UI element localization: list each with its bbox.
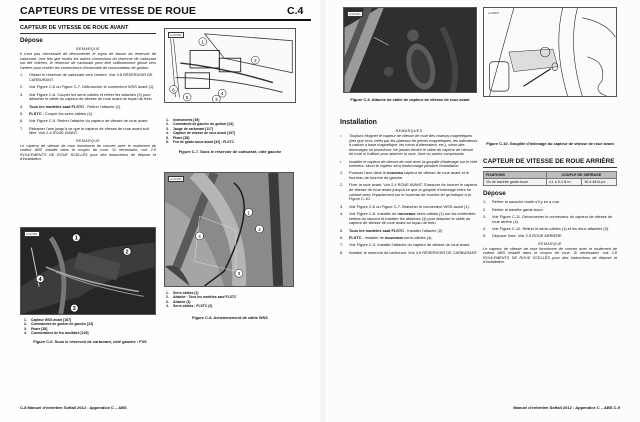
figure-tag: sm07291 <box>26 232 38 236</box>
legend-text: Commande de gauche du guidon [24] <box>173 122 234 127</box>
step-text <box>349 229 478 234</box>
legend-text: Commutateur de feu auxiliaire [109] <box>31 331 89 336</box>
step-text <box>29 119 156 124</box>
step-text-part: Voir Figure C-8. Couper les serre-câbles et retirer les attaches (3) pour détacher le câble du capteur de vitesse de roue avant du tuyau de frein. <box>29 91 153 102</box>
step-number: 3. <box>340 203 344 209</box>
step-text-part: Rétracter l'axe jusqu'à ce que le capteur de vitesse de roue avant soit libre. Voir 2.4 ROUE AVANT. <box>29 125 149 136</box>
step-text-part: Voir Figure C-6 ou Figure C-7. Brancher le connecteur WSS avant (1). <box>349 203 470 209</box>
figure-tag: sm06637 <box>488 11 500 15</box>
step-text-part: Voir Figure C-8. Installer de <box>349 211 398 217</box>
step-item <box>20 119 156 124</box>
torque-table <box>483 171 617 186</box>
step-item <box>483 234 617 239</box>
step-number: 2. <box>20 84 24 90</box>
footer-left: C-8 Manuel d'entretien Softail 2012 : Appendice C – ABS <box>20 405 127 410</box>
step-bold-text: Tous les modèles sauf FLSTC <box>29 103 85 109</box>
table-header: COUPLE DE SERRAGE <box>546 172 616 179</box>
step-text <box>29 127 156 136</box>
legend-number: 6. <box>166 140 169 145</box>
legend-number: 2. <box>166 295 169 300</box>
step-text-part: capteur de vitesse de roue avant et le fourreau de fourche de gauche. <box>349 170 469 181</box>
bullet-text: Installer le capteur de vitesse de roue avec la goupille d'indexage sur le côté extérieur, sinon le capteur sera endommagé pendant l'installation. <box>349 159 478 169</box>
installation-notes <box>340 134 478 169</box>
step-number: 4. <box>483 225 487 231</box>
legend-item <box>166 140 298 144</box>
step-text <box>492 227 617 232</box>
step-number: 7. <box>340 242 344 248</box>
figure-c8-legend <box>166 291 298 309</box>
notes-heading: REMARQUES <box>395 129 423 133</box>
step-item <box>20 105 156 110</box>
legend-number: 1. <box>166 118 169 122</box>
figure-c8-illustration <box>165 173 293 286</box>
table-cell: 36 à 48 lb-po <box>582 179 617 186</box>
figure-tag: sm07293 <box>170 177 182 181</box>
step-number: 7. <box>20 125 24 131</box>
step-text-part: : Installer l'attache (2). <box>404 227 444 233</box>
step-text <box>349 251 478 256</box>
figure-c10-illustration <box>484 8 616 96</box>
removal-steps <box>20 73 156 136</box>
step-text-part: Déposer l'axe. Voir 2.5 ROUE ARRIÈRE. <box>492 233 563 239</box>
step-text <box>29 93 156 102</box>
callout-2: 2 <box>253 59 257 65</box>
legend-text: Instruments [39] <box>173 118 200 122</box>
figure-c6-photo <box>20 227 156 315</box>
step-item <box>340 183 478 202</box>
step-text <box>492 200 617 205</box>
step-bold-text: Tous les modèles sauf FLSTC <box>349 227 405 233</box>
step-text <box>29 112 156 117</box>
legend-number: 2. <box>166 122 169 127</box>
legend-number: 1. <box>166 291 169 295</box>
figure-c10-caption: Figure C-10. Goupille d'indexage du capteur de vitesse de roue avant <box>486 141 614 146</box>
front-removal-column <box>20 25 156 165</box>
step-bold-text: FLSTC <box>349 235 362 241</box>
step-bold-text: FLSTC <box>29 110 42 116</box>
figure-c9-photo <box>343 7 477 93</box>
section-title-front: CAPTEUR DE VITESSE DE ROUE AVANT <box>20 25 156 34</box>
step-text-part: Retirer la bavette garde-boue. <box>492 206 544 212</box>
note-bullet <box>340 134 478 157</box>
figure-c7-illustration <box>165 29 295 102</box>
step-text <box>29 85 156 90</box>
legend-number: 4. <box>166 131 169 136</box>
footer-right: Manuel d'entretien Softail 2012 : Appendice C – ABS C-9 <box>513 405 620 410</box>
step-number: 1. <box>20 72 24 78</box>
callout-3: 3 <box>237 272 241 278</box>
figure-c10-drawing <box>483 7 617 97</box>
bullet-text: Toujours éloigner le capteur de vitesse de roue des champs magnétiques (tels que ceux créés par les plateaux de pièces magnétiques, les indicateurs à cadran à base magnétique, les rotors d'alternateur, etc.), sinon des dommages se produiront. Ne jamais tendre le câble du capteur de vitesse de roue ni l'utiliser pour attacher la roue, l'axe ou autres composants. <box>349 134 478 157</box>
step-text-part: Voir Figure C-12. Retirer le serre-câbles (1) et les deux attaches (3). <box>492 225 610 231</box>
legend-number: 5. <box>166 135 169 140</box>
step-number: 1. <box>483 199 487 205</box>
step-text <box>349 212 478 226</box>
header-rule <box>19 19 311 21</box>
callout-6: 6 <box>172 88 175 94</box>
callout-3: 3 <box>215 98 218 102</box>
callout-3: 3 <box>72 306 76 313</box>
legend-number: 3. <box>166 126 169 131</box>
legend-text: Commandes de guidon de gauche [24] <box>31 322 94 327</box>
step-text-part: Voir Figure C-9. Installer l'attache du capteur de vitesse de roue avant. <box>349 242 471 248</box>
step-number: 2. <box>340 182 344 188</box>
note-text: Le capteur de vitesse de roue fonctionne de concert avec le roulement de codeur ABS installé dans le moyeu de roue. Si nécessaire, voir 2.8 ROULEMENTS DE ROUE SCELLÉS pour des instructions de dépose et d'installation. <box>483 246 617 265</box>
note-heading: REMARQUE <box>76 47 100 51</box>
step-item <box>340 243 478 248</box>
step-text-part: Pousser l'axe dans le <box>349 170 387 176</box>
rear-removal-steps <box>483 200 617 239</box>
legend-text: Capteur WSS avant [167] <box>31 318 72 322</box>
figure-c6-legend <box>24 318 156 336</box>
note-bullet <box>340 160 478 169</box>
figure-c6-illustration <box>21 228 155 314</box>
step-text <box>492 208 617 213</box>
figure-c9-caption: Figure C-9. Attache de câble de capteur de vitesse de roue avant <box>350 97 470 102</box>
step-item <box>483 215 617 224</box>
step-bold-text: nouveaux <box>384 235 404 241</box>
section-title-rear: CAPTEUR DE VITESSE DE ROUE ARRIÈRE <box>483 158 617 168</box>
step-number: 6. <box>20 118 24 124</box>
note-heading: REMARQUE <box>538 241 562 246</box>
step-number: 5. <box>483 233 487 239</box>
step-number: 4. <box>20 103 24 109</box>
legend-number: 4. <box>166 304 169 309</box>
step-number: 8. <box>340 249 344 255</box>
bullet-icon: • <box>340 159 342 164</box>
step-text <box>492 215 617 224</box>
step-item <box>20 112 156 117</box>
figure-tag: sm07294 <box>349 12 361 16</box>
step-text-part: Fixer la roue avant. Voir 2.4 ROUE AVANT. S'assurer de tourner le capteur de vitesse de roue avant jusqu'à ce que la goupille d'indexage entre en contact avec l'épaulement sur le fourreau de fourche tel qu'indiqué à la Figure C-10. <box>349 182 478 202</box>
step-text-part: : Retirer l'attache (2). <box>84 103 122 109</box>
table-header: FIXATIONS <box>484 172 547 179</box>
step-text-part: : Couper les serre-câbles (4). <box>41 110 94 116</box>
removal-heading: Dépose <box>483 190 506 198</box>
step-bold-text: nouveau <box>386 170 403 176</box>
step-text-part: serre-câbles (1) sur les extrémités serties du raccord et installer les attaches (3) pour attacher le câble du capteur de vitesse de roue avant au tuyau de frein. <box>349 211 476 226</box>
legend-number: 2. <box>24 322 27 327</box>
step-bold-text: nouveaux <box>397 211 416 217</box>
note-text: Le capteur de vitesse de roue fonctionne de concert avec le roulement de codeur ABS installé dans le moyeu de roue. Si nécessaire, voir 2.8 ROULEMENTS DE ROUE SCELLÉS pour des instructions de dépose et d'installation. <box>20 143 156 162</box>
step-text <box>29 105 156 110</box>
step-item <box>340 229 478 234</box>
callout-1: 1 <box>247 211 251 217</box>
legend-number: 1. <box>24 318 27 322</box>
installation-steps <box>340 171 478 255</box>
figure-c7-legend <box>166 118 298 144</box>
figure-c8-photo <box>164 172 294 287</box>
step-item <box>483 208 617 213</box>
figure-c9-illustration <box>344 8 476 92</box>
step-text <box>349 171 478 180</box>
legend-number: 4. <box>24 331 27 336</box>
legend-text: Phare [38] <box>31 326 48 331</box>
step-text-part: Retirer la sacoche droite s'il y en a une. <box>492 199 560 205</box>
step-number: 1. <box>340 170 344 176</box>
step-number: 4. <box>340 211 344 217</box>
removal-heading: Dépose <box>20 37 43 44</box>
step-item <box>340 251 478 256</box>
step-item <box>340 212 478 226</box>
legend-item <box>24 331 156 335</box>
callout-1: 1 <box>74 235 78 242</box>
step-text-part: : Installer de <box>361 235 385 241</box>
step-text <box>349 183 478 202</box>
note-text: Il n'est pas nécessaire de déconnecter le tuyau de liaison du réservoir de carburant. Une fois que toutes les autres connexions du réservoir de carburant ont été retirées, le réservoir de carburant peut être suffisamment glissé vers l'arrière pour révéler les connecteurs d'ensemble de commutateur de guidon. <box>20 52 156 70</box>
page-gutter <box>318 0 328 422</box>
legend-text: Feu de garde-boue avant [32] : FLSTC <box>173 140 235 145</box>
legend-text: Phare [38] <box>173 135 190 140</box>
callout-4: 4 <box>198 234 201 240</box>
legend-text: Attache (3) <box>173 299 191 304</box>
table-cell: 4,1 à 5,4 N·m <box>546 179 582 186</box>
step-item <box>340 171 478 180</box>
step-number: 6. <box>340 235 344 241</box>
step-number: 2. <box>483 206 487 212</box>
legend-item <box>166 304 298 308</box>
callout-2: 2 <box>258 227 261 233</box>
step-number: 5. <box>340 227 344 233</box>
step-text <box>492 234 617 239</box>
front-installation-column <box>340 115 478 258</box>
legend-text: Attache : Tous les modèles sauf FLSTC <box>173 295 237 300</box>
installation-heading: Installation <box>340 119 377 126</box>
legend-text: Serre-câbles : FLSTC (2) <box>173 304 213 309</box>
bullet-icon: • <box>340 134 342 138</box>
figure-c6-caption: Figure C-6. Sous le réservoir de carburant, côté gauche : FXS <box>33 339 147 344</box>
step-text <box>29 73 156 82</box>
legend-number: 3. <box>166 299 169 304</box>
step-number: 3. <box>483 213 487 219</box>
step-item <box>20 85 156 90</box>
step-item <box>20 127 156 136</box>
rear-sensor-column <box>483 158 617 268</box>
step-number: 5. <box>20 110 24 116</box>
legend-number: 3. <box>24 326 27 331</box>
legend-text: Serre-câbles (2) <box>173 291 199 295</box>
step-item <box>340 236 478 241</box>
step-text-part: Voir Figure C-6 ou Figure C-7. Débrancher le connecteur WSS avant (1). <box>29 84 155 90</box>
legend-text: Jauge de carburant [117] <box>173 126 213 131</box>
figure-c7-drawing <box>164 28 296 103</box>
step-text <box>349 205 478 210</box>
step-text <box>349 236 478 241</box>
callout-4: 4 <box>38 276 42 283</box>
callout-4: 4 <box>220 92 224 98</box>
legend-text: Capteur de vitesse de roue avant [167] <box>173 131 235 136</box>
step-item <box>20 73 156 82</box>
callout-2: 2 <box>125 249 129 256</box>
figure-tag: sm07292 <box>170 33 182 37</box>
step-text-part: Voir Figure C-11. Déconnecter le connecteur du capteur de vitesse de roue arrière (4). <box>492 213 613 224</box>
table-row <box>484 179 617 186</box>
step-item <box>483 227 617 232</box>
step-number: 3. <box>20 91 24 97</box>
figure-c7-caption: Figure C-7. Sous le réservoir de carburant, côté gauche <box>178 149 282 154</box>
step-item <box>483 200 617 205</box>
step-text-part: Installer le réservoir de carburant. Voir 4.6 RÉSERVOIR DE CARBURANT. <box>349 249 478 255</box>
section-number: C.4 <box>287 5 304 17</box>
table-cell: Vis de bavette garde-boue <box>484 179 547 186</box>
step-text-part: Glisser le réservoir de carburant vers l'arrière. Voir 4.6 RÉSERVOIR DE CARBURANT. <box>29 72 153 83</box>
step-item <box>340 205 478 210</box>
page-header-title: CAPTEURS DE VITESSE DE ROUE <box>20 5 196 17</box>
step-text <box>349 243 478 248</box>
step-text-part: Voir Figure C-9. Retirer l'attache du capteur de vitesse de roue avant. <box>29 118 149 124</box>
note-heading: REMARQUE <box>76 138 100 143</box>
step-text-part: serre-câbles (4). <box>403 235 433 241</box>
callout-1: 1 <box>201 40 205 46</box>
step-item <box>20 93 156 102</box>
figure-c8-caption: Figure C-8. Acheminement de câble WSS <box>192 315 268 320</box>
callout-5: 5 <box>185 96 189 102</box>
